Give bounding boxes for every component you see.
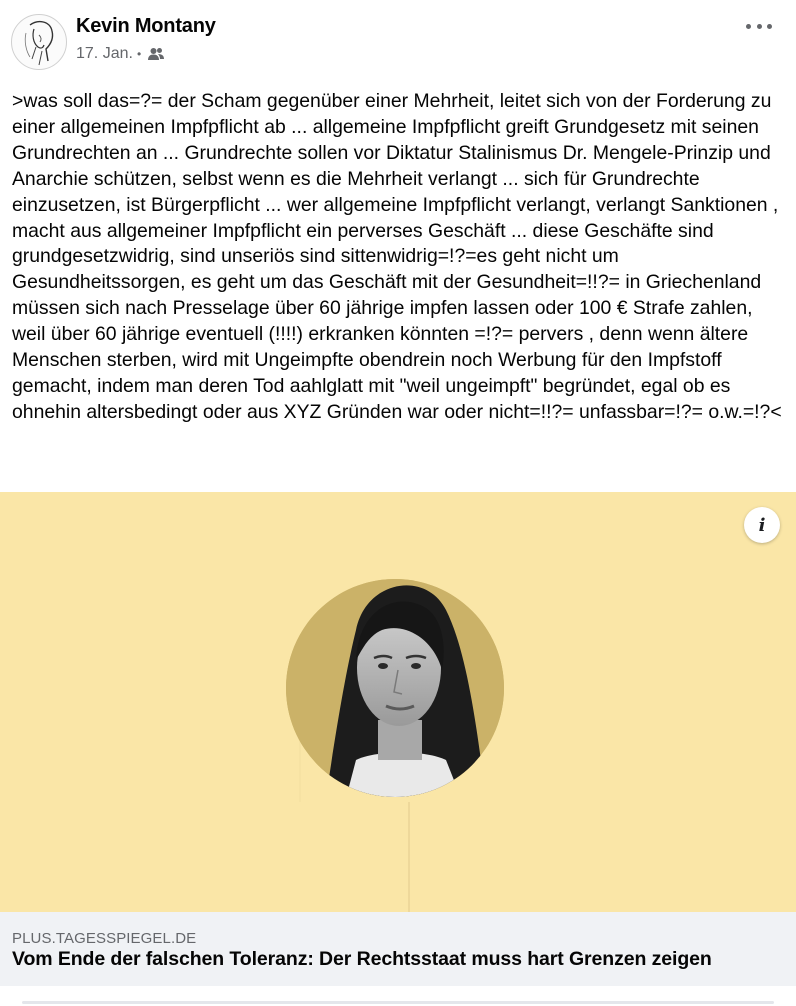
- bottom-divider: [22, 1001, 774, 1004]
- friends-icon: [147, 47, 165, 61]
- post-text: >was soll das=?= der Scham gegenüber einer Mehrheit, leitet sich von der Forderung zu einer allgemeinen Impfpflicht ab ... allgemeine Impfpflicht greift Grundgesetz mit seinen Grundrechten an ... Grundrechte sollen vor Diktatur Stalinismus Dr. Mengele-Prinzip und Anarchie schützen, selbst wenn es die Mehrheit verlangt ... sich für Grundrechte einzusetzen, ist Bürgerpflicht ... wer allgemeine Impfpflicht verlangt, verlangt Sanktionen , macht aus allgemeiner Impfpflicht ein perverses Geschäft ... diese Geschäfte sind grundgesetzwidrig, sind unseriös sind sittenwidrig=!?=es geht nicht um Gesundheitssorgen, es geht um das Geschäft mit der Gesundheit=!!?= in Griechenland müssen sich nach Presselage über 60 jährige impfen lassen oder 100 € Strafe zahlen, weil über 60 jährige eventuell (!!!!) erkranken könnten =!?= pervers , denn wenn ältere Menschen sterben, wird mit Ungeimpfte obendrein noch Werbung für den Impfstoff gemacht, indem man deren Tod aahlglatt mit "weil ungeimpft" begründet, egal ob es ohnehin altersbedingt oder aus XYZ Gründen war oder nicht=!!?= unfassbar=!?= o.w.=!?<: [12, 90, 782, 423]
- post-meta: [76, 45, 165, 63]
- more-options-icon[interactable]: [746, 14, 772, 38]
- link-preview-card[interactable]: [0, 492, 796, 986]
- meta-separator: •: [136, 47, 142, 61]
- post-header: [0, 0, 796, 80]
- link-domain: PLUS.TAGESSPIEGEL.DE: [12, 930, 197, 947]
- author-avatar[interactable]: [11, 14, 67, 70]
- link-title[interactable]: Vom Ende der falschen Toleranz: Der Rechtsstaat muss hart Grenzen zeigen: [12, 948, 712, 970]
- sketch-portrait-avatar: [12, 15, 66, 69]
- author-name[interactable]: Kevin Montany: [76, 15, 216, 37]
- link-preview-footer[interactable]: [0, 912, 796, 986]
- info-icon[interactable]: i: [744, 507, 780, 543]
- post-date[interactable]: 17. Jan.: [76, 45, 133, 62]
- link-preview-image[interactable]: [0, 492, 796, 912]
- portrait-photo: [286, 560, 504, 798]
